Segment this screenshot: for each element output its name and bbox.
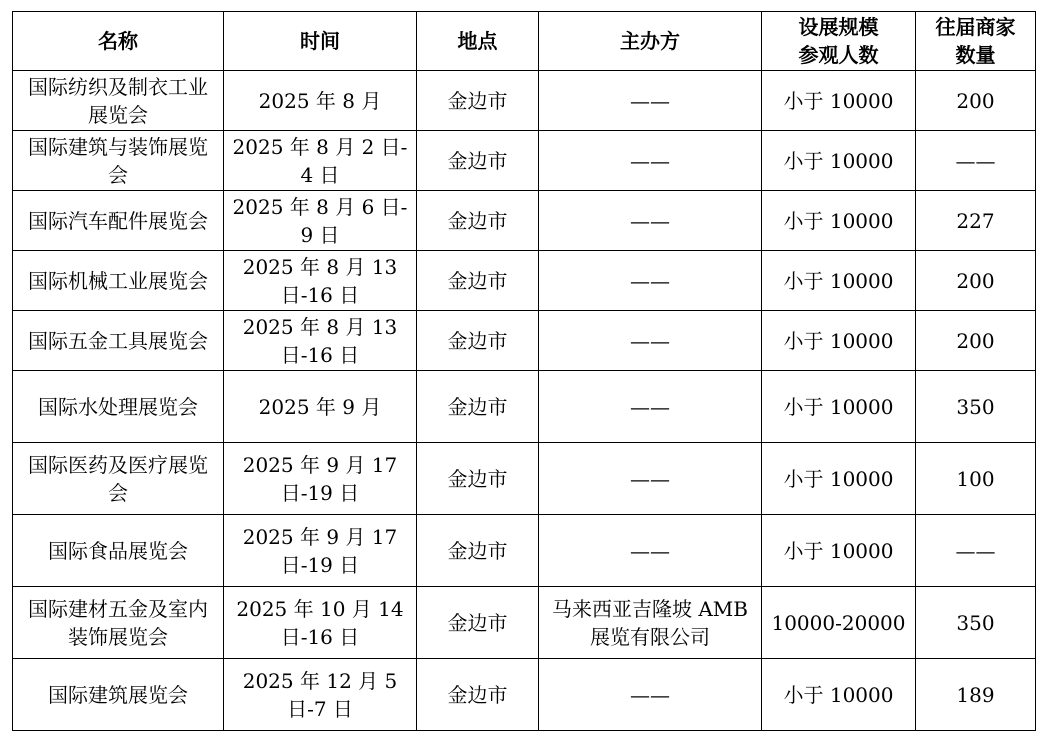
cell-exhibitors: 189 [916, 659, 1036, 731]
cell-exhibitors: 227 [916, 191, 1036, 251]
cell-name: 国际汽车配件展览会 [13, 191, 224, 251]
cell-organizer: —— [539, 659, 762, 731]
cell-name: 国际五金工具展览会 [13, 311, 224, 371]
cell-time: 2025 年 8 月 6 日-9 日 [224, 191, 417, 251]
table-row [13, 131, 1036, 191]
table-row [13, 191, 1036, 251]
cell-name: 国际建材五金及室内装饰展览会 [13, 587, 224, 659]
header-scale-line1: 设展规模 [798, 15, 879, 39]
table-row [13, 515, 1036, 587]
header-scale-line2: 参观人数 [798, 43, 879, 67]
cell-exhibitors: 350 [916, 371, 1036, 443]
cell-place: 金边市 [417, 131, 539, 191]
table-header-row [13, 12, 1036, 71]
cell-exhibitors: —— [916, 515, 1036, 587]
cell-name: 国际建筑与装饰展览会 [13, 131, 224, 191]
cell-organizer: —— [539, 131, 762, 191]
cell-exhibitors: 200 [916, 251, 1036, 311]
cell-scale: 小于 10000 [762, 311, 916, 371]
cell-organizer: —— [539, 515, 762, 587]
cell-time: 2025 年 10 月 14 日-16 日 [224, 587, 417, 659]
header-exhibitors [916, 12, 1036, 71]
cell-scale: 小于 10000 [762, 443, 916, 515]
cell-place: 金边市 [417, 515, 539, 587]
cell-place: 金边市 [417, 587, 539, 659]
header-exhibitors-line1: 往届商家 [935, 15, 1016, 39]
header-time-text: 时间 [300, 29, 340, 53]
cell-name: 国际医药及医疗展览会 [13, 443, 224, 515]
cell-scale: 10000-20000 [762, 587, 916, 659]
header-time [224, 12, 417, 71]
cell-exhibitors: 100 [916, 443, 1036, 515]
header-place-text: 地点 [457, 29, 498, 53]
cell-organizer: —— [539, 311, 762, 371]
cell-scale: 小于 10000 [762, 71, 916, 131]
exhibition-table [12, 11, 1036, 731]
table-row [13, 71, 1036, 131]
cell-organizer: 马来西亚吉隆坡 AMB 展览有限公司 [539, 587, 762, 659]
cell-name: 国际纺织及制衣工业展览会 [13, 71, 224, 131]
cell-scale: 小于 10000 [762, 659, 916, 731]
cell-name: 国际机械工业展览会 [13, 251, 224, 311]
cell-exhibitors: 200 [916, 311, 1036, 371]
cell-scale: 小于 10000 [762, 131, 916, 191]
table-row [13, 311, 1036, 371]
cell-organizer: —— [539, 251, 762, 311]
cell-place: 金边市 [417, 443, 539, 515]
cell-time: 2025 年 8 月 13 日-16 日 [224, 251, 417, 311]
cell-place: 金边市 [417, 659, 539, 731]
cell-scale: 小于 10000 [762, 515, 916, 587]
cell-organizer: —— [539, 443, 762, 515]
header-place [417, 12, 539, 71]
cell-name: 国际食品展览会 [13, 515, 224, 587]
header-exhibitors-line2: 数量 [955, 43, 996, 67]
cell-exhibitors: 200 [916, 71, 1036, 131]
cell-time: 2025 年 9 月 17 日-19 日 [224, 515, 417, 587]
cell-place: 金边市 [417, 191, 539, 251]
cell-time: 2025 年 9 月 17 日-19 日 [224, 443, 417, 515]
cell-exhibitors: —— [916, 131, 1036, 191]
cell-time: 2025 年 12 月 5 日-7 日 [224, 659, 417, 731]
cell-place: 金边市 [417, 371, 539, 443]
cell-time: 2025 年 8 月 2 日-4 日 [224, 131, 417, 191]
cell-scale: 小于 10000 [762, 251, 916, 311]
cell-place: 金边市 [417, 71, 539, 131]
table-row [13, 251, 1036, 311]
header-organizer-text: 主办方 [620, 29, 680, 53]
cell-time: 2025 年 8 月 13 日-16 日 [224, 311, 417, 371]
cell-exhibitors: 350 [916, 587, 1036, 659]
cell-place: 金边市 [417, 311, 539, 371]
cell-name: 国际建筑展览会 [13, 659, 224, 731]
cell-organizer: —— [539, 71, 762, 131]
header-name-text: 名称 [98, 29, 138, 53]
table-row [13, 443, 1036, 515]
cell-organizer: —— [539, 191, 762, 251]
cell-time: 2025 年 8 月 [224, 71, 417, 131]
cell-scale: 小于 10000 [762, 371, 916, 443]
table-row [13, 587, 1036, 659]
cell-scale: 小于 10000 [762, 191, 916, 251]
cell-organizer: —— [539, 371, 762, 443]
cell-time: 2025 年 9 月 [224, 371, 417, 443]
header-name [13, 12, 224, 71]
table-row [13, 659, 1036, 731]
cell-name: 国际水处理展览会 [13, 371, 224, 443]
header-organizer [539, 12, 762, 71]
cell-place: 金边市 [417, 251, 539, 311]
table-row [13, 371, 1036, 443]
header-scale [762, 12, 916, 71]
